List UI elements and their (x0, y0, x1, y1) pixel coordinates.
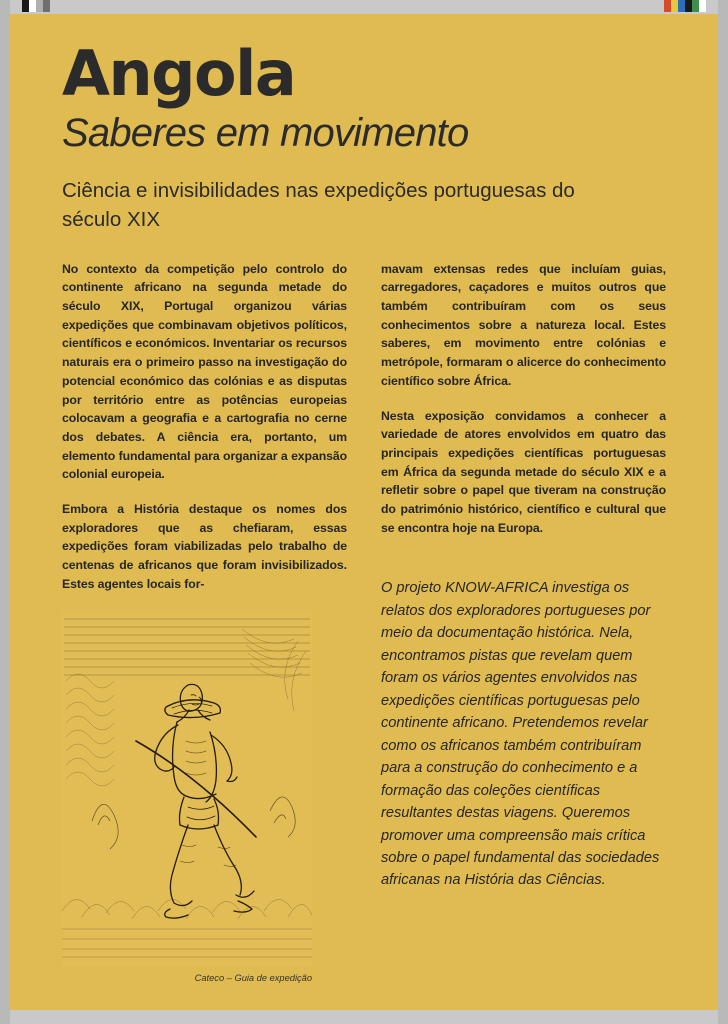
paragraph-right-2: Nesta exposição convidamos a conhecer a variedade de atores envolvidos em quatro das principais expedições científicas portuguesas em África da segunda metade do século XIX e a refletir sobre o papel que tiveram na construção do património histórico, científico e cultural que se encontra hoje na Europa. (381, 408, 666, 535)
frame-right (718, 0, 728, 1024)
figure-caption: Cateco – Guia de expedição (194, 973, 312, 984)
project-description: O projeto KNOW-AFRICA investiga os relatos dos exploradores portugueses por meio da documentação histórica. Nela, encontramos pistas que revelam quem foram os vários agentes envolvidos nas expedições científicas portuguesas pelo continente africano. Pretendemos revelar como os africanos também contribuíram para a construção do conhecimento e a formação das coleções científicas resultantes destas viagens. Queremos promover uma compreensão mais crítica sobre o papel fundamental das sociedades africanas na História das Ciências. (381, 580, 660, 889)
page-tagline: Ciência e invisibilidades nas expedições portuguesas do século XIX (62, 178, 575, 231)
frame-left (0, 0, 10, 1024)
poster-content (62, 37, 672, 1000)
engraving-illustration (62, 611, 312, 966)
column-right (381, 260, 666, 984)
frame-bottom (0, 1010, 728, 1024)
text-columns (62, 260, 672, 984)
paragraph-left-1: No contexto da competição pelo controlo do continente africano na segunda metade do século XIX, Portugal organizou várias expedições que combinavam objetivos políticos, científicos e económicos. Inventariar os recursos naturais era o primeiro passo na investigação do potencial económico das colónias e as disputas por território entre as potências europeias colocavam a geografia e a cartografia no cerne dos debates. A ciência era, portanto, um elemento fundamental para organizar a expansão colonial europeia. (62, 261, 347, 482)
paragraph-right-1: mavam extensas redes que incluíam guias, carregadores, caçadores e muitos outros que também contribuíram com os seus conhecimentos sobre a natureza local. Estes saberes, em movimento entre colónias e metrópole, formaram o alicerce do conhecimento científico sobre África. (381, 261, 666, 388)
registration-swatches-left (22, 0, 50, 12)
registration-swatches-right (664, 0, 706, 12)
figure-block (62, 611, 312, 983)
column-left (62, 260, 347, 984)
page-subtitle: Saberes em movimento (62, 110, 469, 155)
poster-canvas (10, 14, 718, 1010)
paragraph-left-2: Embora a História destaque os nomes dos exploradores que as chefiaram, essas expedições foram viabilizadas pelo trabalho de centenas de africanos que foram invisibilizados. Estes agentes locais for- (62, 501, 347, 591)
frame-top (0, 0, 728, 14)
page-title: Angola (62, 37, 296, 110)
